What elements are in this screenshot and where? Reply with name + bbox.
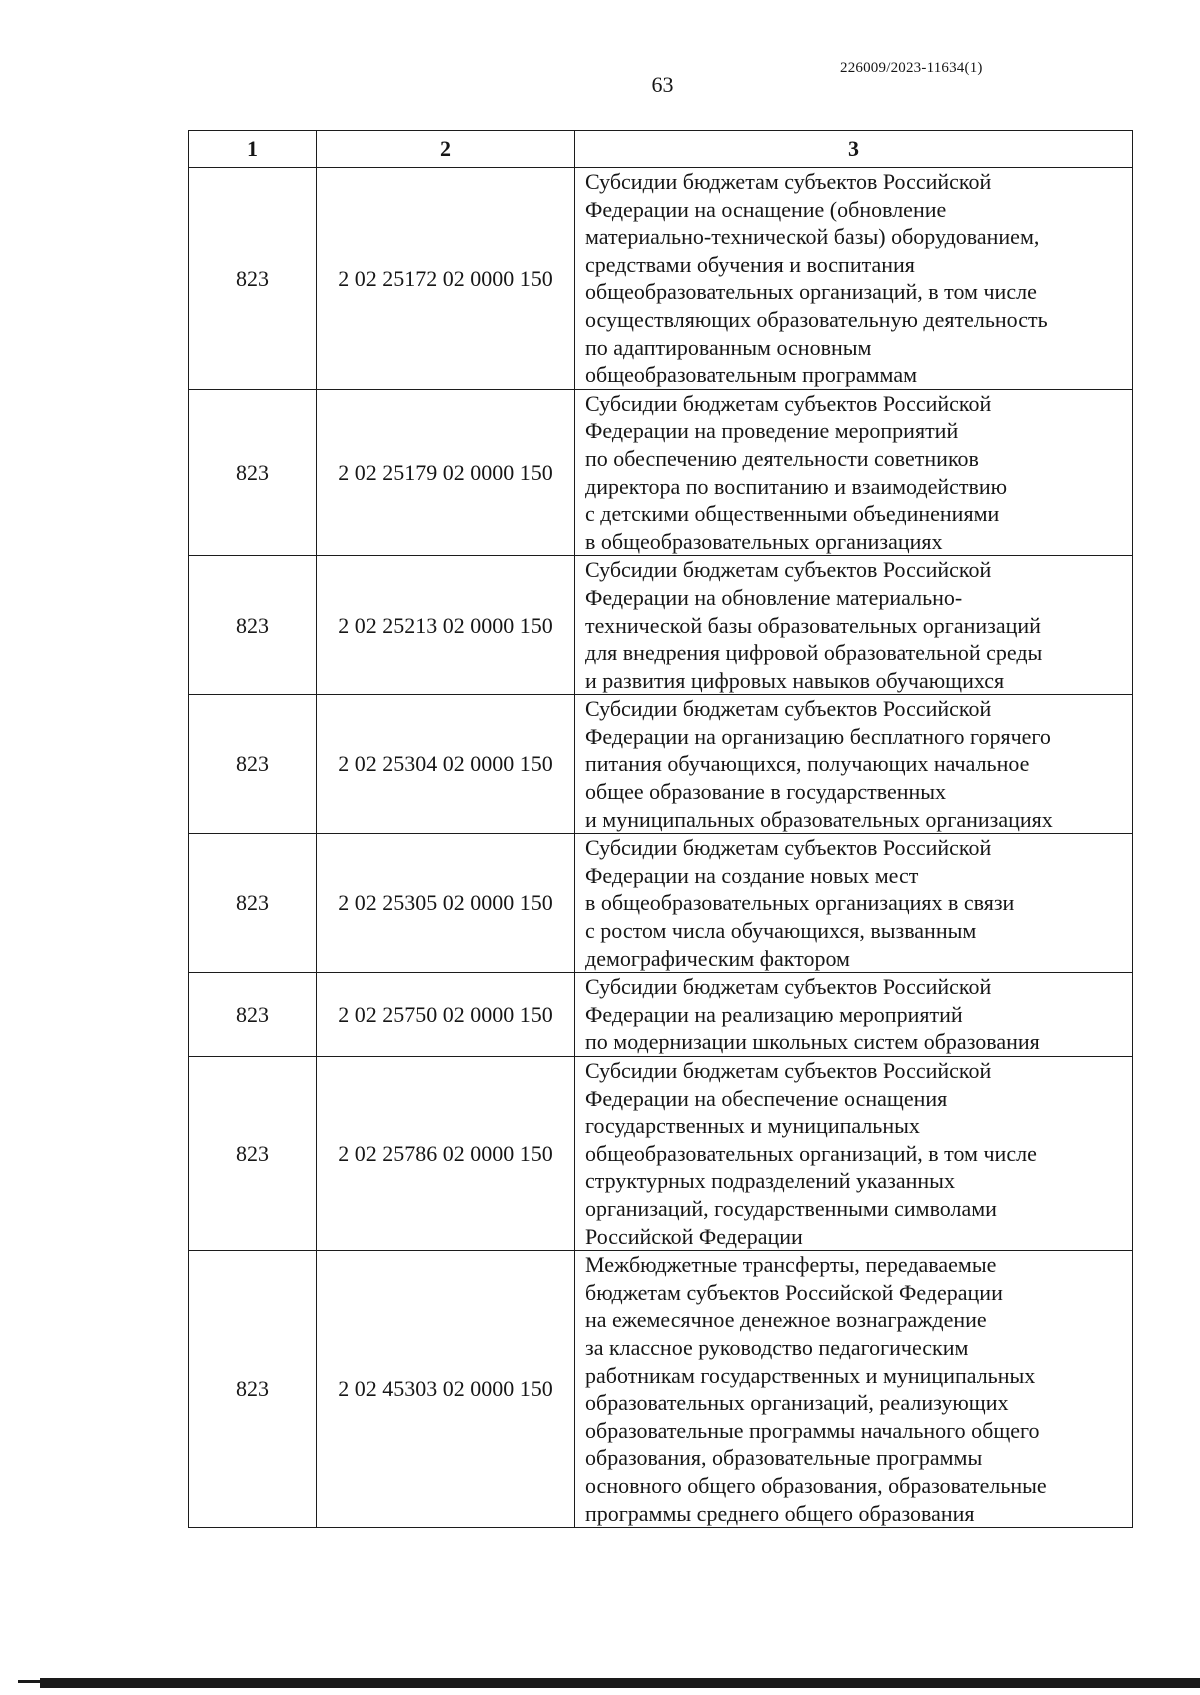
administrator-code-cell: 823 [189, 695, 317, 834]
administrator-code-cell: 823 [189, 168, 317, 390]
table-row [189, 973, 1133, 1057]
revenue-description-cell: Межбюджетные трансферты, передаваемые бюджетам субъектов Российской Федерации на ежемесячное денежное вознаграждение за классное руководство педагогическим работникам государственных и муниципальных образовательных организаций, реализующих образовательные программы начального общего образования, образовательные программы основного общего образования, образовательные программы среднего общего образования [575, 1251, 1133, 1528]
column-header-3: 3 [575, 131, 1133, 168]
scan-bottom-edge [40, 1678, 1200, 1688]
table-row [189, 834, 1133, 973]
budget-classification-code-cell: 2 02 25786 02 0000 150 [317, 1057, 575, 1251]
budget-classification-code-cell: 2 02 25213 02 0000 150 [317, 556, 575, 695]
revenue-description-cell: Субсидии бюджетам субъектов Российской Федерации на обеспечение оснащения государственных и муниципальных общеобразовательных организаций, в том числе структурных подразделений указанных организаций, государственными символами Российской Федерации [575, 1057, 1133, 1251]
budget-classification-code-cell: 2 02 25750 02 0000 150 [317, 973, 575, 1057]
table-row [189, 556, 1133, 695]
administrator-code-cell: 823 [189, 1251, 317, 1528]
budget-classification-code-cell: 2 02 25179 02 0000 150 [317, 389, 575, 556]
table-row [189, 168, 1133, 390]
budget-classification-code-cell: 2 02 25305 02 0000 150 [317, 834, 575, 973]
document-registration-number: 226009/2023-11634(1) [840, 60, 983, 76]
table-row [189, 1251, 1133, 1528]
revenue-description-cell: Субсидии бюджетам субъектов Российской Федерации на реализацию мероприятий по модернизации школьных систем образования [575, 973, 1133, 1057]
page-number: 63 [651, 72, 674, 97]
budget-classification-code-cell: 2 02 25172 02 0000 150 [317, 168, 575, 390]
budget-classification-code-cell: 2 02 25304 02 0000 150 [317, 695, 575, 834]
column-header-2: 2 [317, 131, 575, 168]
administrator-code-cell: 823 [189, 973, 317, 1057]
column-header-1: 1 [189, 131, 317, 168]
table-row [189, 1057, 1133, 1251]
table-row [189, 695, 1133, 834]
administrator-code-cell: 823 [189, 834, 317, 973]
budget-classification-code-cell: 2 02 45303 02 0000 150 [317, 1251, 575, 1528]
revenue-description-cell: Субсидии бюджетам субъектов Российской Федерации на создание новых мест в общеобразовательных организациях в связи с ростом числа обучающихся, вызванным демографическим фактором [575, 834, 1133, 973]
administrator-code-cell: 823 [189, 389, 317, 556]
administrator-code-cell: 823 [189, 1057, 317, 1251]
table-header-row [189, 131, 1133, 168]
administrator-code-cell: 823 [189, 556, 317, 695]
revenue-description-cell: Субсидии бюджетам субъектов Российской Федерации на организацию бесплатного горячего питания обучающихся, получающих начальное общее образование в государственных и муниципальных образовательных организациях [575, 695, 1133, 834]
revenue-codes-table [188, 130, 1133, 1528]
revenue-description-cell: Субсидии бюджетам субъектов Российской Федерации на оснащение (обновление материально-технической базы) оборудованием, средствами обучения и воспитания общеобразовательных организаций, в том числе осуществляющих образовательную деятельность по адаптированным основным общеобразовательным программам [575, 168, 1133, 390]
revenue-description-cell: Субсидии бюджетам субъектов Российской Федерации на проведение мероприятий по обеспечению деятельности советников директора по воспитанию и взаимодействию с детскими общественными объединениями в общеобразовательных организациях [575, 389, 1133, 556]
revenue-description-cell: Субсидии бюджетам субъектов Российской Федерации на обновление материально- технической базы образовательных организаций для внедрения цифровой образовательной среды и развития цифровых навыков обучающихся [575, 556, 1133, 695]
table-row [189, 389, 1133, 556]
